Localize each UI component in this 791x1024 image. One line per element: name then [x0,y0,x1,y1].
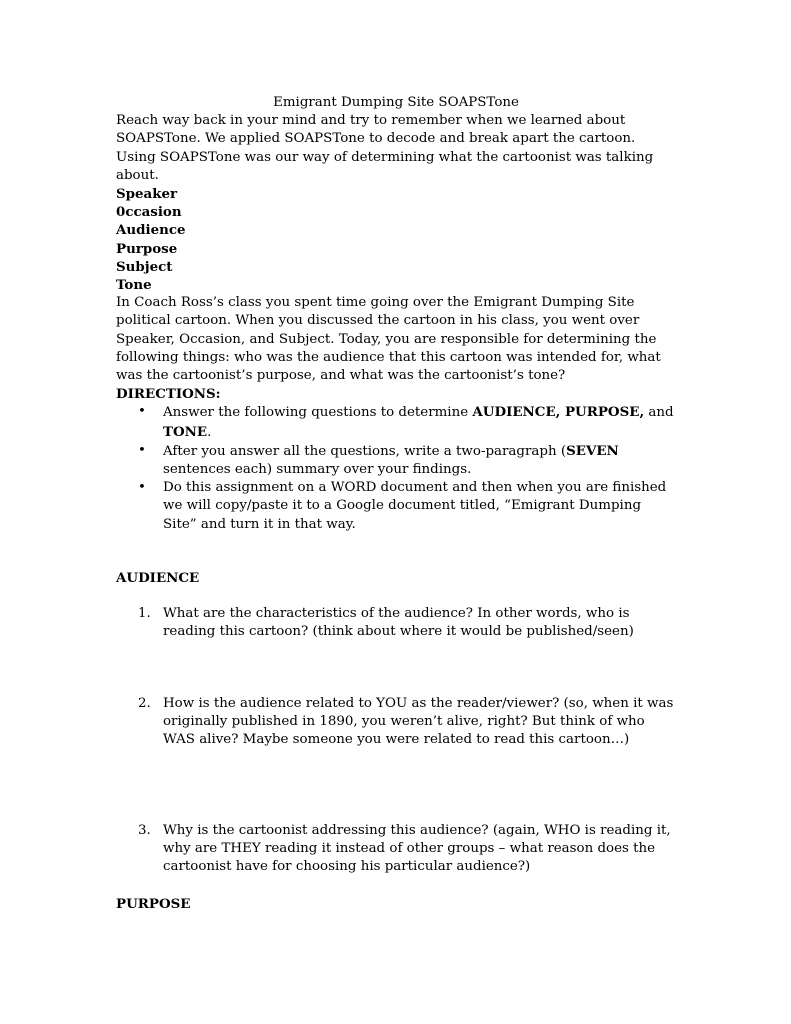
intro-paragraph: Reach way back in your mind and try to remember when we learned about SOAPSTone. We applied SOAPSTone to decode and break apart the cartoon. Using SOAPSTone was our way of determining what the cartoonist was talking about. [116,113,654,183]
direction-1-text-a: Answer the following questions to determine [163,405,473,421]
direction-2-bold: SEVEN [566,442,619,459]
document-body [116,94,676,534]
direction-item-1 [116,403,676,441]
direction-1-text-b: and [644,405,674,421]
soapstone-item-tone: Tone [116,277,152,294]
direction-2-text-a: After you answer all the questions, write a two-paragraph ( [163,443,567,459]
question-1 [116,605,676,641]
direction-item-3 [116,479,676,534]
question-3 [116,822,676,877]
soapstone-list [116,185,676,294]
direction-2-text-b: sentences each) summary over your findings. [163,462,472,478]
audience-heading: AUDIENCE [116,570,200,586]
direction-1-bold-b: TONE [163,423,208,440]
question-1-text: What are the characteristics of the audience? In other words, who is reading this cartoon? (think about where it would be published/seen) [163,606,634,640]
direction-1-text-c: . [207,424,212,440]
purpose-heading: PURPOSE [116,896,191,912]
soapstone-item-occasion: 0ccasion [116,204,182,221]
direction-1-bold-a: AUDIENCE, PURPOSE, [472,404,645,421]
soapstone-item-speaker: Speaker [116,186,178,203]
context-paragraph: In Coach Ross’s class you spent time going over the Emigrant Dumping Site political cartoon. When you discussed the cartoon in his class, you went over Speaker, Occasion, and Subject. Today, you are responsible for determining the following things: who was the audience that this cartoon was intended for, what was the cartoonist’s purpose, and what was the cartoonist’s tone? [116,295,661,384]
direction-3-text: Do this assignment on a WORD document and then when you are finished we will copy/paste it to a Google document titled, “Emigrant Dumping Site” and turn it in that way. [163,480,667,532]
question-2-number: 2. [138,696,151,711]
question-2 [116,695,676,750]
directions-list [116,403,676,533]
soapstone-item-audience: Audience [116,222,186,239]
directions-heading: DIRECTIONS: [116,386,221,403]
question-2-text: How is the audience related to YOU as the reader/viewer? (so, when it was originally published in 1890, you weren’t alive, right? But think of who WAS alive? Maybe someone you were related to read this cartoon…) [163,696,674,748]
soapstone-item-purpose: Purpose [116,240,178,257]
question-1-number: 1. [138,606,151,621]
soapstone-item-subject: Subject [116,258,173,275]
document-title: Emigrant Dumping Site SOAPSTone [273,95,519,110]
direction-item-2 [116,442,676,479]
question-3-text: Why is the cartoonist addressing this audience? (again, WHO is reading it, why are THEY reading it instead of other groups – what reason does the cartoonist have for choosing his particular audience?) [163,823,671,875]
question-3-number: 3. [138,823,151,838]
